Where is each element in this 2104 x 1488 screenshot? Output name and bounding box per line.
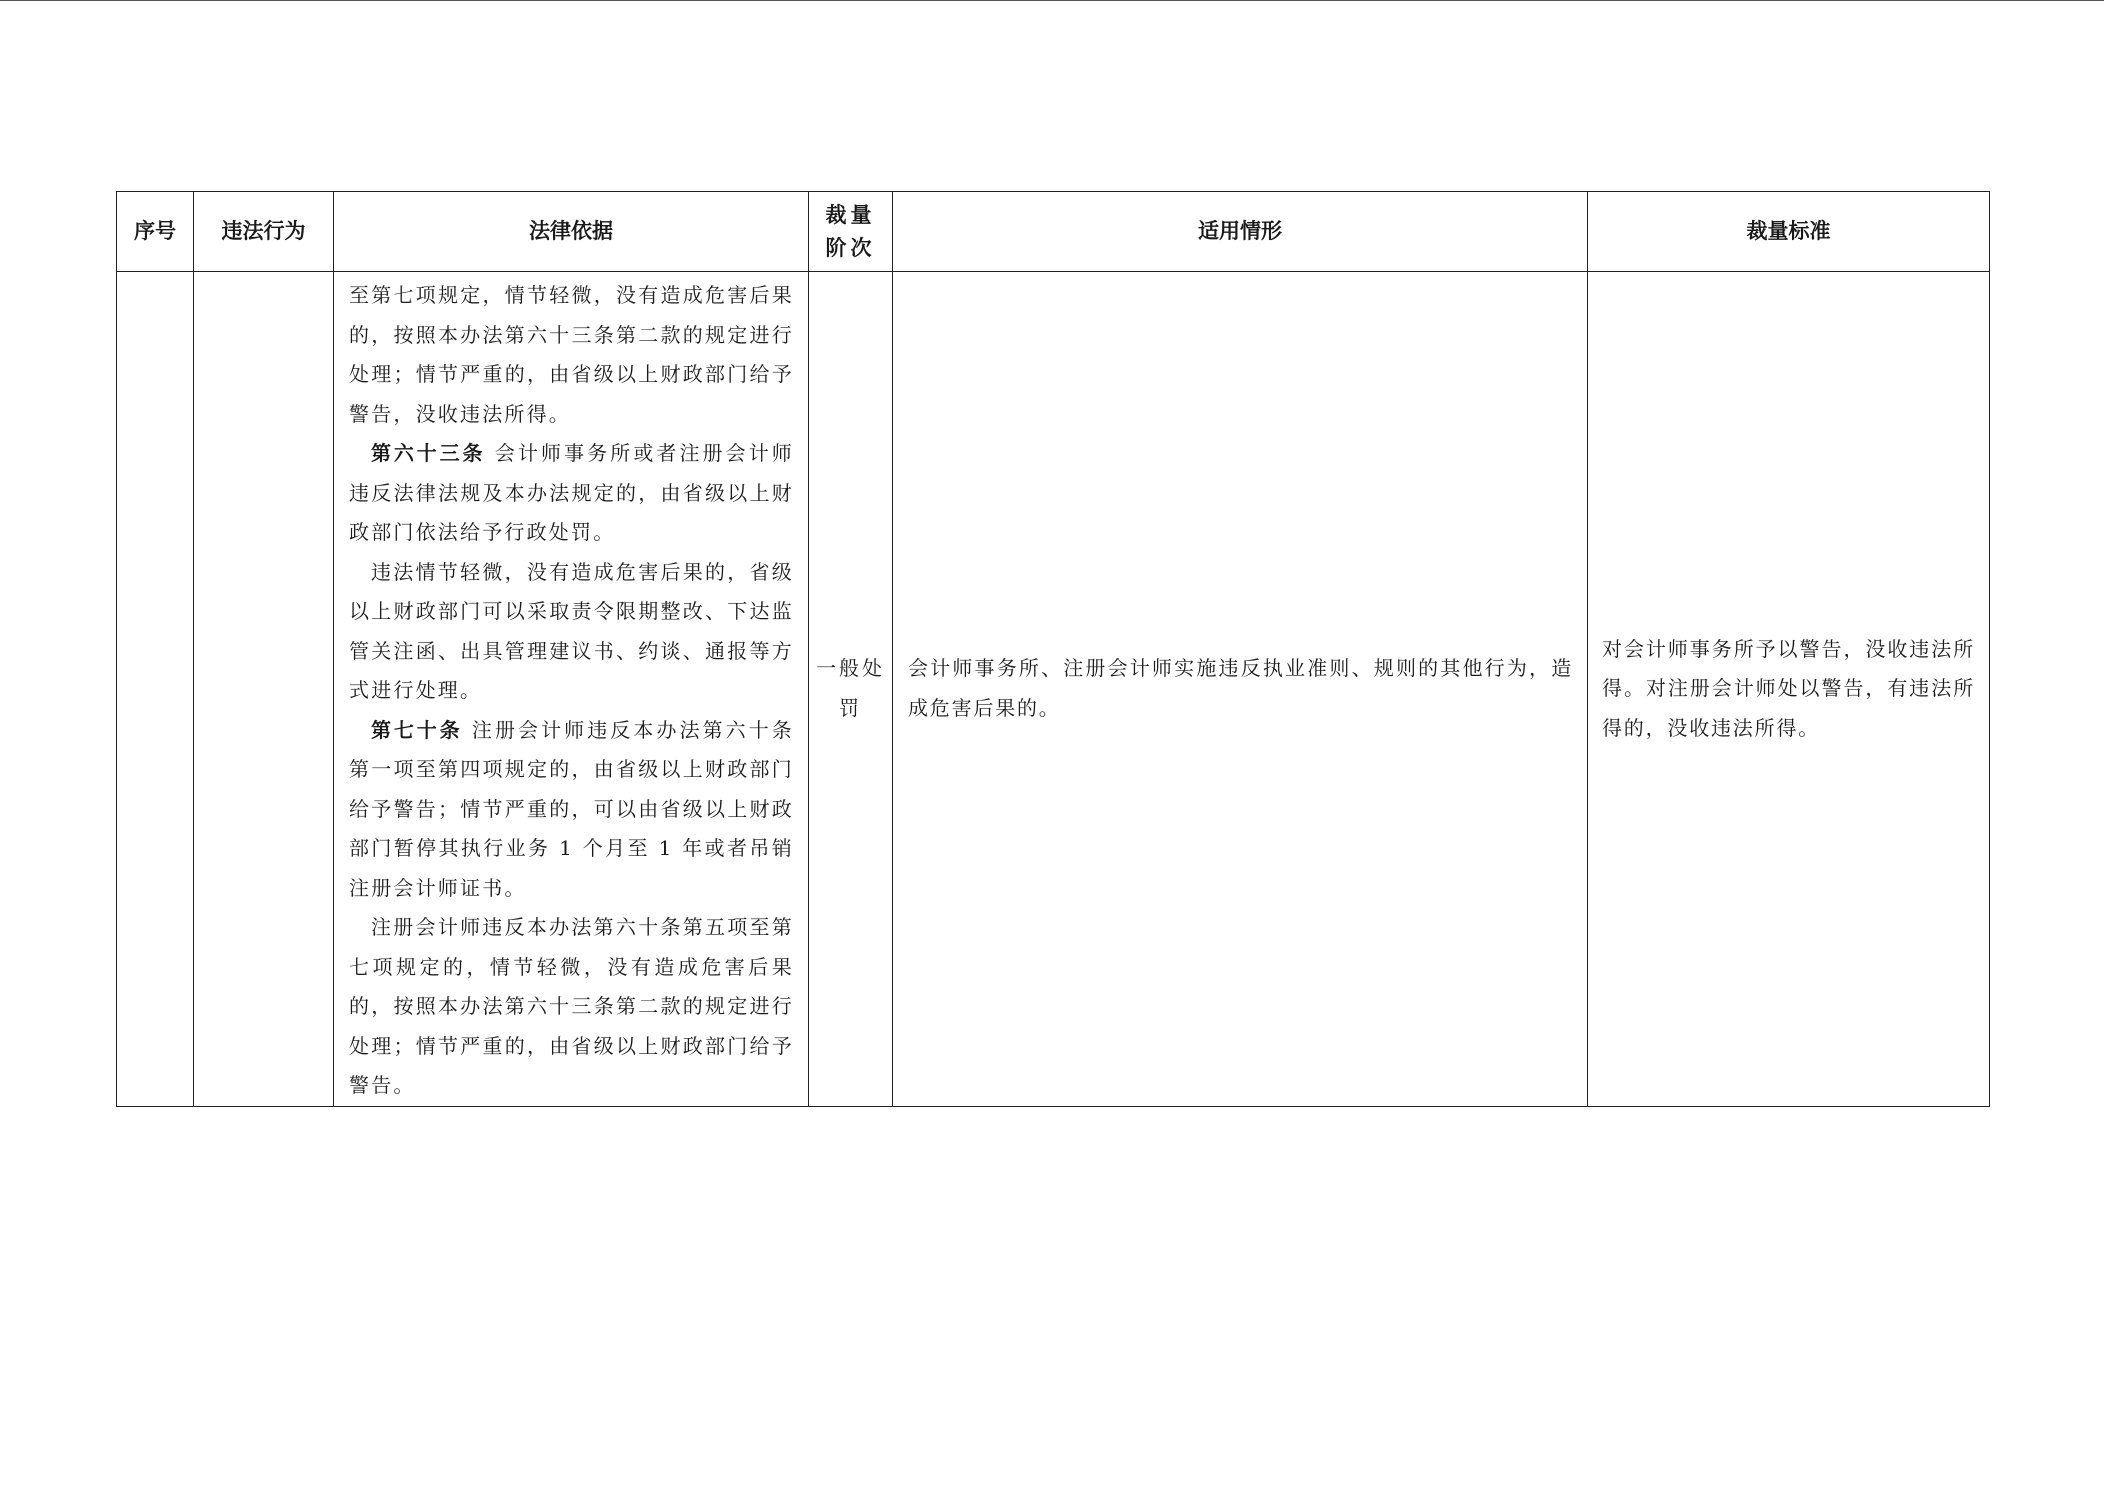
table-header xyxy=(117,192,1990,272)
cell-legal-basis xyxy=(334,272,809,1107)
header-level xyxy=(809,192,893,272)
cell-violation xyxy=(194,272,334,1107)
legal-basis-paragraph-1: 至第七项规定，情节轻微，没有造成危害后果的，按照本办法第六十三条第二款的规定进行处理；情节严重的，由省级以上财政部门给予警告，没收违法所得。 xyxy=(349,283,794,426)
article-63-text: 会计师事务所或者注册会计师违反法律法规及本办法规定的，由省级以上财政部门依法给予行政处罚。 xyxy=(349,441,794,544)
header-seq: 序号 xyxy=(117,192,194,272)
article-70-heading: 第七十条 xyxy=(371,717,463,742)
cell-situation: 会计师事务所、注册会计师实施违反执业准则、规则的其他行为，造成危害后果的。 xyxy=(893,272,1588,1107)
legal-basis-paragraph-4 xyxy=(349,711,794,909)
cell-seq xyxy=(117,272,194,1107)
table-row xyxy=(117,272,1990,1107)
cell-level: 一般处罚 xyxy=(809,272,893,1107)
header-situation: 适用情形 xyxy=(893,192,1588,272)
header-legal-basis: 法律依据 xyxy=(334,192,809,272)
discretion-standard-table xyxy=(116,191,1990,1107)
legal-basis-paragraph-5: 注册会计师违反本办法第六十条第五项至第七项规定的，情节轻微，没有造成危害后果的，按照本办法第六十三条第二款的规定进行处理；情节严重的，由省级以上财政部门给予警告。 xyxy=(349,915,794,1097)
cell-standard: 对会计师事务所予以警告，没收违法所得。对注册会计师处以警告，有违法所得的，没收违法所得。 xyxy=(1588,272,1990,1107)
page-top-border xyxy=(0,0,2104,1)
header-row xyxy=(117,192,1990,272)
article-63-heading: 第六十三条 xyxy=(371,441,486,465)
header-violation: 违法行为 xyxy=(194,192,334,272)
article-70-text: 注册会计师违反本办法第六十条第一项至第四项规定的，由省级以上财政部门给予警告；情节严重的，可以由省级以上财政部门暂停其执行业务 1 个月至 1 年或者吊销注册会计师证书。 xyxy=(349,717,795,900)
header-standard: 裁量标准 xyxy=(1588,192,1990,272)
header-level-label: 裁量阶次 xyxy=(825,202,876,260)
legal-basis-paragraph-2 xyxy=(349,434,794,553)
legal-basis-paragraph-3: 违法情节轻微，没有造成危害后果的，省级以上财政部门可以采取责令限期整改、下达监管关注函、出具管理建议书、约谈、通报等方式进行处理。 xyxy=(349,559,794,702)
